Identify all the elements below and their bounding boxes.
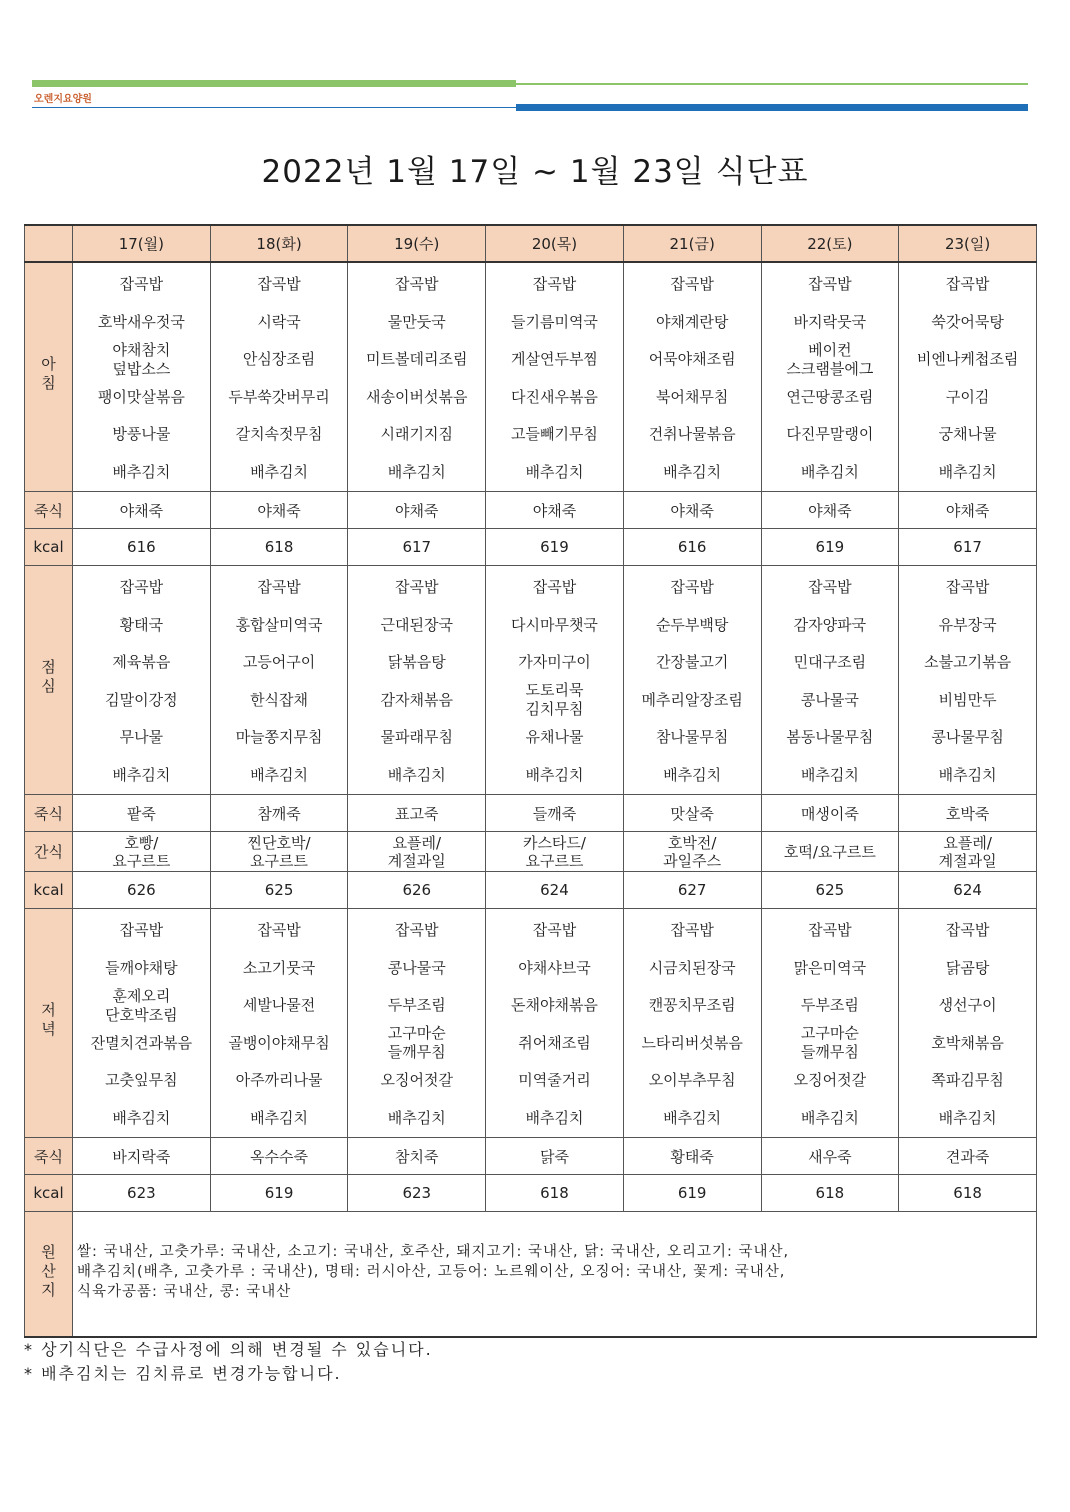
menu-item: 배추김치	[250, 1108, 309, 1127]
porridge-cell: 호박죽	[899, 795, 1037, 832]
corner-cell	[25, 225, 73, 262]
lunch-kcal-row	[25, 872, 1037, 909]
menu-item-line: 베이컨	[808, 340, 852, 359]
menu-item: 잡곡밥	[395, 275, 439, 294]
snack-line: 계절과일	[387, 851, 446, 870]
menu-item	[762, 341, 899, 379]
snack-line: 요플레/	[392, 833, 442, 852]
menu-item	[73, 341, 210, 379]
snack-line: 요플레/	[943, 833, 992, 852]
kcal-cell: 617	[348, 529, 486, 566]
dinner-cell	[210, 909, 348, 1138]
page-title: 2022년 1월 17일 ~ 1월 23일 식단표	[261, 154, 809, 190]
dinner-row	[25, 909, 1037, 1138]
porridge-cell: 황태죽	[623, 1138, 761, 1175]
porridge-cell: 참깨죽	[210, 795, 348, 832]
menu-item: 유채나물	[525, 728, 584, 747]
menu-item: 맑은미역국	[793, 958, 867, 977]
dinner-cell	[761, 909, 899, 1138]
breakfast-cell	[899, 262, 1037, 492]
menu-item: 궁채나물	[938, 425, 997, 444]
menu-item: 배추김치	[938, 1108, 997, 1127]
menu-item: 두부조림	[387, 996, 446, 1015]
menu-item-line: 고구마순	[800, 1024, 859, 1043]
menu-item: 잡곡밥	[532, 275, 577, 294]
menu-item: 시금치된장국	[648, 958, 736, 977]
menu-item: 간장불고기	[655, 653, 729, 672]
menu-item: 고등어구이	[242, 653, 316, 672]
day-header: 23(일)	[899, 225, 1037, 262]
porridge-cell: 야채죽	[623, 492, 761, 529]
menu-item: 배추김치	[663, 765, 722, 784]
menu-item-line: 단호박조림	[105, 1005, 178, 1024]
menu-item: 배추김치	[112, 462, 171, 481]
origin-line: 배추김치(배추, 고춧가루 : 국내산), 명태: 러시아산, 고등어: 노르웨이산, 오징어: 국내산, 꽃게: 국내산,	[77, 1264, 786, 1280]
menu-item: 배추김치	[663, 1108, 722, 1127]
menu-item: 잡곡밥	[945, 921, 990, 940]
day-header-row	[25, 225, 1037, 262]
menu-item: 무나물	[119, 728, 164, 747]
menu-item: 콩나물국	[800, 690, 859, 709]
menu-item: 잡곡밥	[119, 275, 164, 294]
menu-item: 배추김치	[525, 462, 584, 481]
menu-item: 배추김치	[525, 765, 584, 784]
snack-label: 간식	[25, 832, 73, 872]
menu-item: 물파래무침	[380, 728, 453, 747]
porridge-cell: 바지락죽	[73, 1138, 211, 1175]
menu-item: 순두부백탕	[655, 615, 729, 634]
menu-item: 구이김	[945, 387, 990, 406]
lunch-cell	[210, 566, 348, 795]
kcal-cell: 619	[486, 529, 624, 566]
menu-item: 잡곡밥	[808, 578, 852, 597]
menu-item: 시락국	[257, 312, 301, 331]
porridge-cell: 들깨죽	[486, 795, 624, 832]
menu-item: 잡곡밥	[257, 578, 301, 597]
kcal-cell: 618	[761, 1175, 899, 1212]
menu-item: 야채계란탕	[655, 312, 729, 331]
menu-item: 민대구조림	[793, 653, 867, 672]
snack-line: 과일주스	[663, 851, 722, 870]
menu-item: 잔멸치견과볶음	[90, 1033, 193, 1052]
porridge-cell: 야채죽	[899, 492, 1037, 529]
menu-item: 다진새우볶음	[510, 387, 598, 406]
menu-item: 가자미구이	[518, 653, 591, 672]
porridge-label: 죽식	[25, 1138, 73, 1175]
menu-item-line: 덮밥소스	[112, 359, 171, 378]
menu-item: 배추김치	[387, 462, 446, 481]
menu-item: 배추김치	[800, 1108, 859, 1127]
dinner-cell	[348, 909, 486, 1138]
snack-line: 요구르트	[525, 851, 584, 870]
menu-item: 봄동나물무침	[786, 728, 874, 747]
porridge-cell: 야채죽	[73, 492, 211, 529]
menu-item: 황태국	[119, 615, 164, 634]
menu-item: 미역줄거리	[518, 1071, 591, 1090]
menu-item: 건취나물볶음	[648, 425, 736, 444]
menu-item: 잡곡밥	[257, 921, 301, 940]
kcal-cell: 624	[486, 872, 624, 909]
menu-item: 쑥갓어묵탕	[931, 312, 1004, 331]
kcal-cell: 619	[210, 1175, 348, 1212]
menu-item: 잡곡밥	[945, 275, 990, 294]
lunch-cell	[486, 566, 624, 795]
menu-item: 쥐어채조림	[518, 1033, 591, 1052]
menu-item: 오징어젓갈	[793, 1071, 867, 1090]
porridge-cell: 표고죽	[348, 795, 486, 832]
kcal-cell: 626	[73, 872, 211, 909]
snack-line: 카스타드/	[522, 833, 586, 852]
menu-item: 소불고기볶음	[924, 653, 1012, 672]
porridge-cell: 야채죽	[210, 492, 348, 529]
menu-item: 잡곡밥	[670, 275, 714, 294]
kcal-cell: 618	[899, 1175, 1037, 1212]
snack-cell	[899, 832, 1037, 872]
day-header: 22(토)	[761, 225, 899, 262]
menu-item-line: 고구마순	[387, 1024, 446, 1043]
menu-item: 배추김치	[800, 462, 859, 481]
menu-item-line: 들깨무침	[387, 1043, 446, 1062]
menu-item: 호박새우젓국	[97, 312, 185, 331]
kcal-cell: 625	[210, 872, 348, 909]
menu-item	[762, 1025, 899, 1063]
menu-item: 골뱅이야채무침	[228, 1033, 330, 1052]
kcal-cell: 616	[623, 529, 761, 566]
menu-item: 배추김치	[250, 765, 309, 784]
menu-item: 바지락뭇국	[793, 312, 867, 331]
kcal-cell: 618	[486, 1175, 624, 1212]
snack-row	[25, 832, 1037, 872]
dinner-kcal-row	[25, 1175, 1037, 1212]
breakfast-cell	[73, 262, 211, 492]
menu-item: 갈치속젓무침	[235, 425, 323, 444]
kcal-label: kcal	[25, 1175, 73, 1212]
menu-item: 잡곡밥	[808, 921, 852, 940]
kcal-cell: 617	[899, 529, 1037, 566]
menu-item: 홍합살미역국	[235, 615, 323, 634]
menu-item: 콩나물국	[387, 958, 446, 977]
dinner-cell	[73, 909, 211, 1138]
menu-item: 비빔만두	[938, 690, 997, 709]
header-blue-bar	[516, 104, 1028, 111]
snack-line: 요구르트	[112, 851, 171, 870]
menu-item: 다시마무챗국	[510, 615, 598, 634]
menu-item: 배추김치	[387, 765, 446, 784]
menu-item: 세발나물전	[242, 996, 316, 1015]
origin-info	[73, 1212, 1037, 1338]
menu-item: 잡곡밥	[532, 921, 577, 940]
breakfast-cell	[623, 262, 761, 492]
menu-item: 콩나물무침	[931, 728, 1004, 747]
menu-item: 잡곡밥	[670, 921, 714, 940]
porridge-cell: 매생이죽	[761, 795, 899, 832]
menu-item: 어묵야채조림	[648, 350, 736, 369]
porridge-label: 죽식	[25, 492, 73, 529]
menu-item-line: 도토리묵	[525, 681, 584, 700]
menu-item: 잡곡밥	[395, 921, 439, 940]
menu-item: 닭곰탕	[945, 958, 990, 977]
breakfast-kcal-row	[25, 529, 1037, 566]
menu-item: 잡곡밥	[808, 275, 852, 294]
kcal-cell: 619	[623, 1175, 761, 1212]
lunch-cell	[623, 566, 761, 795]
porridge-cell: 야채죽	[348, 492, 486, 529]
menu-item: 배추김치	[663, 462, 722, 481]
menu-item: 닭볶음탕	[387, 653, 446, 672]
snack-line: 계절과일	[938, 851, 997, 870]
snack-line: 호박전/	[667, 833, 717, 852]
menu-item: 비엔나케첩조림	[916, 350, 1019, 369]
header-blue-line	[32, 107, 516, 108]
snack-line: 호떡/요구르트	[783, 842, 876, 861]
kcal-cell: 623	[73, 1175, 211, 1212]
porridge-cell: 닭죽	[486, 1138, 624, 1175]
kcal-cell: 624	[899, 872, 1037, 909]
menu-item: 물만둣국	[387, 312, 446, 331]
meal-plan-table	[24, 224, 1037, 1338]
snack-line: 호빵/	[124, 833, 159, 852]
menu-item: 두부쑥갓버무리	[228, 387, 330, 406]
day-header: 19(수)	[348, 225, 486, 262]
menu-item: 고춧잎무침	[105, 1071, 178, 1090]
menu-item: 배추김치	[387, 1108, 446, 1127]
porridge-cell: 옥수수죽	[210, 1138, 348, 1175]
menu-item: 고들빼기무침	[510, 425, 598, 444]
menu-item-line: 들깨무침	[800, 1043, 859, 1062]
menu-item: 아주까리나물	[235, 1071, 323, 1090]
lunch-cell	[73, 566, 211, 795]
breakfast-porridge-row	[25, 492, 1037, 529]
day-header: 20(목)	[486, 225, 624, 262]
menu-item: 배추김치	[938, 765, 997, 784]
snack-line: 요구르트	[250, 851, 309, 870]
menu-item: 생선구이	[938, 996, 997, 1015]
kcal-cell: 619	[761, 529, 899, 566]
snack-cell	[210, 832, 348, 872]
menu-item: 안심장조림	[242, 350, 316, 369]
menu-item: 배추김치	[938, 462, 997, 481]
day-header: 21(금)	[623, 225, 761, 262]
footnotes	[24, 1338, 433, 1386]
breakfast-cell	[486, 262, 624, 492]
menu-item: 배추김치	[250, 462, 309, 481]
menu-item: 소고기뭇국	[242, 958, 316, 977]
menu-item: 야채샤브국	[518, 958, 591, 977]
porridge-cell: 팥죽	[73, 795, 211, 832]
snack-cell	[486, 832, 624, 872]
dinner-label: 저녁	[25, 909, 73, 1138]
menu-item	[348, 1025, 485, 1063]
porridge-cell: 참치죽	[348, 1138, 486, 1175]
menu-item: 참나물무침	[655, 728, 729, 747]
menu-item: 쪽파김무침	[931, 1071, 1004, 1090]
menu-item: 팽이맛살볶음	[97, 387, 185, 406]
menu-item: 잡곡밥	[945, 578, 990, 597]
menu-item: 제육볶음	[112, 653, 171, 672]
breakfast-cell	[761, 262, 899, 492]
menu-item: 잡곡밥	[119, 921, 164, 940]
menu-item: 다진무말랭이	[786, 425, 874, 444]
menu-item: 느타리버섯볶음	[641, 1033, 743, 1052]
lunch-label: 점심	[25, 566, 73, 795]
kcal-label: kcal	[25, 872, 73, 909]
menu-item: 오징어젓갈	[380, 1071, 453, 1090]
footnote: * 배추김치는 김치류로 변경가능합니다.	[24, 1364, 342, 1383]
snack-cell	[348, 832, 486, 872]
dinner-cell	[899, 909, 1037, 1138]
menu-item: 잡곡밥	[532, 578, 577, 597]
menu-item-line: 김치무침	[525, 700, 584, 719]
origin-label: 원산지	[25, 1212, 73, 1338]
kcal-cell: 625	[761, 872, 899, 909]
menu-item: 잡곡밥	[395, 578, 439, 597]
menu-item: 북어채무침	[655, 387, 729, 406]
menu-item: 게살연두부찜	[510, 350, 598, 369]
header-green-bar	[32, 80, 516, 87]
menu-item: 새송이버섯볶음	[366, 387, 468, 406]
snack-cell	[761, 832, 899, 872]
porridge-label: 죽식	[25, 795, 73, 832]
menu-item: 캔꽁치무조림	[648, 996, 736, 1015]
lunch-row	[25, 566, 1037, 795]
menu-item: 김말이강정	[105, 690, 178, 709]
menu-item: 들기름미역국	[510, 312, 598, 331]
menu-item: 감자채볶음	[380, 690, 453, 709]
menu-item: 감자양파국	[793, 615, 867, 634]
menu-item: 유부장국	[938, 615, 997, 634]
menu-item-line: 야채참치	[112, 340, 171, 359]
menu-item: 배추김치	[800, 765, 859, 784]
menu-item: 배추김치	[525, 1108, 584, 1127]
origin-line: 쌀: 국내산, 고춧가루: 국내산, 소고기: 국내산, 호주산, 돼지고기: 국내산, 닭: 국내산, 오리고기: 국내산,	[77, 1244, 790, 1260]
menu-item: 방풍나물	[112, 425, 171, 444]
breakfast-cell	[210, 262, 348, 492]
menu-item: 잡곡밥	[257, 275, 301, 294]
breakfast-cell	[348, 262, 486, 492]
menu-item: 잡곡밥	[670, 578, 714, 597]
dinner-cell	[486, 909, 624, 1138]
lunch-cell	[761, 566, 899, 795]
porridge-cell: 새우죽	[761, 1138, 899, 1175]
origin-line: 식육가공품: 국내산, 콩: 국내산	[77, 1284, 292, 1300]
menu-item: 마늘쫑지무침	[235, 728, 323, 747]
menu-item: 오이부추무침	[648, 1071, 736, 1090]
lunch-cell	[899, 566, 1037, 795]
snack-cell	[73, 832, 211, 872]
origin-row	[25, 1212, 1037, 1338]
kcal-label: kcal	[25, 529, 73, 566]
menu-item	[73, 987, 210, 1025]
porridge-cell: 맛살죽	[623, 795, 761, 832]
menu-item: 잡곡밥	[119, 578, 164, 597]
menu-item: 돈채야채볶음	[510, 996, 598, 1015]
porridge-cell: 견과죽	[899, 1138, 1037, 1175]
dinner-cell	[623, 909, 761, 1138]
kcal-cell: 626	[348, 872, 486, 909]
menu-item: 두부조림	[800, 996, 859, 1015]
lunch-porridge-row	[25, 795, 1037, 832]
menu-item: 연근땅콩조림	[786, 387, 874, 406]
menu-item-line: 훈제오리	[112, 986, 171, 1005]
snack-cell	[623, 832, 761, 872]
menu-item: 배추김치	[112, 1108, 171, 1127]
menu-item	[486, 682, 623, 720]
lunch-cell	[348, 566, 486, 795]
menu-item: 메추리알장조림	[641, 690, 743, 709]
menu-item: 배추김치	[112, 765, 171, 784]
kcal-cell: 618	[210, 529, 348, 566]
menu-item: 한식잡채	[250, 690, 309, 709]
footnote: * 상기식단은 수급사정에 의해 변경될 수 있습니다.	[24, 1340, 433, 1359]
kcal-cell: 627	[623, 872, 761, 909]
day-header: 17(월)	[73, 225, 211, 262]
porridge-cell: 야채죽	[761, 492, 899, 529]
menu-item: 시래기지짐	[380, 425, 453, 444]
kcal-cell: 616	[73, 529, 211, 566]
porridge-cell: 야채죽	[486, 492, 624, 529]
kcal-cell: 623	[348, 1175, 486, 1212]
dinner-porridge-row	[25, 1138, 1037, 1175]
header-green-line	[516, 83, 1028, 85]
menu-item: 근대된장국	[380, 615, 453, 634]
menu-item-line: 스크램블에그	[786, 359, 874, 378]
day-header: 18(화)	[210, 225, 348, 262]
breakfast-label: 아침	[25, 262, 73, 492]
breakfast-row	[25, 262, 1037, 492]
menu-item: 미트볼데리조림	[366, 350, 468, 369]
menu-item: 들깨야채탕	[105, 958, 178, 977]
organization-name: 오렌지요양원	[34, 94, 92, 105]
menu-item: 호박채볶음	[931, 1033, 1004, 1052]
snack-line: 찐단호박/	[247, 833, 311, 852]
